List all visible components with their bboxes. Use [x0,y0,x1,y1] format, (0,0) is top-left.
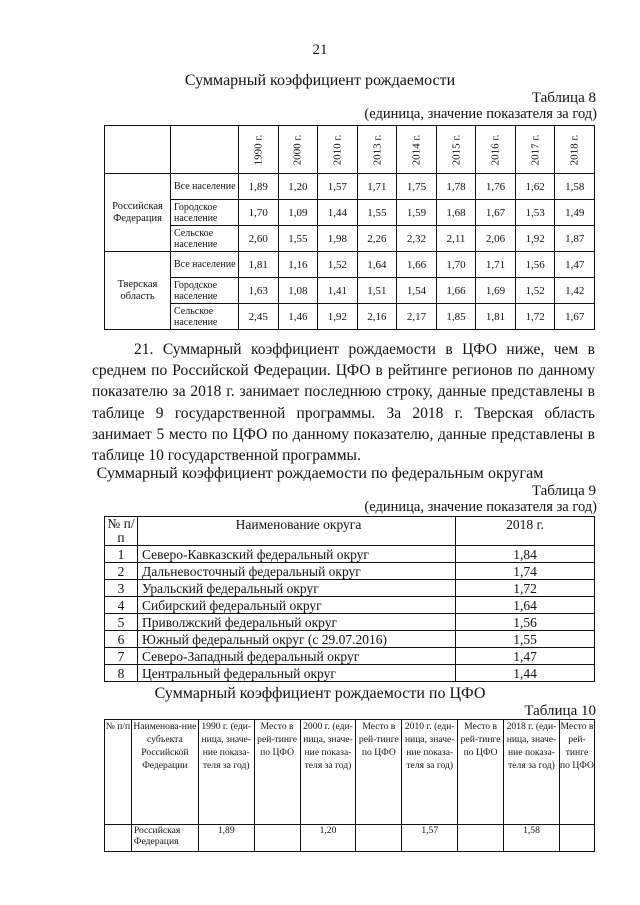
table8-value: 2,16 [357,304,397,330]
table8-value: 1,81 [239,252,279,278]
table8 [104,125,595,330]
table10-header-cell: Место в рей-тинге по ЦФО [356,720,402,825]
table8-value: 1,51 [357,278,397,304]
table8-value: 1,67 [555,304,595,330]
table10-header-cell: 1990 г. (еди-ница, значе-ние показа-теля за год) [198,720,254,825]
table10-cell [559,825,594,852]
table8-value: 1,47 [555,252,595,278]
table10-header-cell: 2010 г. (еди-ница, значе-ние показа-теля за год) [402,720,458,825]
table10-header-cell: Место в рей-тинге по ЦФО [559,720,594,825]
table10-cell [458,825,504,852]
table9-district-name: Центральный федеральный округ [138,665,456,682]
table9-district-name: Сибирский федеральный округ [138,597,456,614]
table8-row [105,278,595,304]
table8-value: 1,63 [239,278,279,304]
table9-header-row [105,517,595,546]
table8-value: 1,66 [397,252,437,278]
table8-value: 1,46 [278,304,318,330]
table8-year-label: 1990 г. [252,134,265,165]
table8-value: 2,26 [357,226,397,252]
table8-year-label: 2015 г. [450,134,462,165]
table9-title: Суммарный коэффициент рождаемости по федеральным округам [96,465,544,482]
table8-value: 1,71 [357,174,397,200]
table8-value: 1,59 [397,200,437,226]
table8-year-label: 2010 г. [331,134,344,165]
table10-cell: 1,20 [300,825,356,852]
table9-units: (единица, значение показателя за год) [364,499,597,515]
table8-value: 2,60 [239,226,279,252]
table8-population-type: Все население [171,174,239,200]
table9-row-num: 4 [105,597,138,614]
table9-value: 1,44 [456,665,595,682]
table9-value: 1,56 [456,614,595,631]
table8-region-name: Тверская область [105,252,171,330]
table8-value: 1,57 [318,174,358,200]
table9-row-num: 8 [105,665,138,682]
table8-value: 1,20 [278,174,318,200]
body-paragraph [92,339,595,466]
table8-title: Суммарный коэффициент рождаемости [184,72,456,89]
table9 [104,516,595,682]
paragraph-text: 21. Суммарный коэффициент рождаемости в ЦФО ниже, чем в среднем по Российской Федерации. ЦФО в рейтинге регионов по данному показателю за 2018 г. занимает последнюю строку, данные представлены в таблице 9 государственной программы. За 2018 г. Тверская область занимает 5 место по ЦФО по данному показателю, данные представлены в таблице 10 государственной программы. [92,341,595,465]
table10 [104,719,595,852]
table10-header-cell: № п/п [105,720,132,825]
table8-population-type: Городское население [171,278,239,304]
table9-value: 1,47 [456,648,595,665]
table8-value: 1,75 [397,174,437,200]
table8-row [105,304,595,330]
table8-value: 1,42 [555,278,595,304]
table9-row [105,546,595,563]
table8-row [105,226,595,252]
table8-value: 2,32 [397,226,437,252]
table8-year-header [318,126,358,174]
table10-cell: 1,57 [402,825,458,852]
table10-cell: Российская Федерация [131,825,198,852]
table8-value: 1,68 [436,200,476,226]
table8-value: 1,70 [436,252,476,278]
table10-header-cell: 2018 г. (еди-ница, значе-ние показа-теля за год) [504,720,560,825]
table8-value: 1,54 [397,278,437,304]
table8-value: 1,56 [515,252,555,278]
table9-row [105,648,595,665]
table8-header-empty [171,126,239,174]
table8-population-type: Городское население [171,200,239,226]
table9-row-num: 7 [105,648,138,665]
table8-value: 1,55 [357,200,397,226]
table8-value: 1,64 [357,252,397,278]
table8-year-header [555,126,595,174]
table10-header-cell: 2000 г. (еди-ница, значе-ние показа-теля за год) [300,720,356,825]
table9-header-year: 2018 г. [456,517,595,546]
table9-value: 1,55 [456,631,595,648]
table8-value: 1,76 [476,174,516,200]
table8-year-label: 2013 г. [370,134,383,165]
table8-value: 2,17 [397,304,437,330]
table10-header-cell: Место в рей-тинге по ЦФО [254,720,300,825]
table10-header-cell: Место в рей-тинге по ЦФО [458,720,504,825]
table8-value: 1,41 [318,278,358,304]
table8-population-type: Все население [171,252,239,278]
table8-year-header [357,126,397,174]
table9-district-name: Дальневосточный федеральный округ [138,563,456,580]
table8-value: 1,44 [318,200,358,226]
table8-value: 1,81 [476,304,516,330]
table8-value: 1,85 [436,304,476,330]
page-number: 21 [312,42,328,58]
table8-value: 1,09 [278,200,318,226]
table8-value: 1,98 [318,226,358,252]
table8-value: 1,72 [515,304,555,330]
table10-cell [254,825,300,852]
table9-row [105,563,595,580]
table8-year-header [515,126,555,174]
table9-row [105,614,595,631]
table10-row [105,825,595,852]
table8-year-header [436,126,476,174]
table9-row [105,580,595,597]
table8-value: 1,67 [476,200,516,226]
table9-row-num: 2 [105,563,138,580]
table8-row [105,200,595,226]
table8-value: 1,69 [476,278,516,304]
table9-district-name: Северо-Западный федеральный округ [138,648,456,665]
table10-cell [356,825,402,852]
table8-year-label: 2014 г. [410,134,423,165]
table9-row [105,597,595,614]
table9-header-name: Наименование округа [138,517,456,546]
table10-title: Суммарный коэффициент рождаемости по ЦФО [154,685,486,702]
table8-value: 1,87 [555,226,595,252]
table8-value: 1,92 [515,226,555,252]
table8-header-row [105,126,595,174]
table8-year-label: 2016 г. [489,134,502,165]
table9-district-name: Южный федеральный округ (с 29.07.2016) [138,631,456,648]
table9-district-name: Северо-Кавказский федеральный округ [138,546,456,563]
table8-value: 1,55 [278,226,318,252]
table9-row-num: 1 [105,546,138,563]
table10-header-cell: Наименова-ние субъекта Российской Федерации [131,720,198,825]
table9-district-name: Уральский федеральный округ [138,580,456,597]
table8-value: 2,11 [436,226,476,252]
table8-value: 1,16 [278,252,318,278]
table10-cell: 1,89 [198,825,254,852]
table8-value: 1,89 [239,174,279,200]
table8-row [105,174,595,200]
table8-region-name: Российская Федерация [105,174,171,252]
table10-header-row [105,720,595,825]
table9-header-num: № п/п [105,517,138,546]
table8-value: 1,52 [515,278,555,304]
table8-value: 1,78 [436,174,476,200]
table8-population-type: Сельское население [171,304,239,330]
table9-row [105,665,595,682]
table8-value: 1,62 [515,174,555,200]
table9-row [105,631,595,648]
table10-label: Таблица 10 [524,703,596,719]
table8-year-label: 2017 г. [529,134,542,165]
table9-label: Таблица 9 [531,483,596,499]
table8-value: 1,92 [318,304,358,330]
table8-value: 1,71 [476,252,516,278]
table8-year-label: 2018 г. [568,134,581,165]
table8-year-label: 2000 г. [291,134,304,165]
table9-row-num: 6 [105,631,138,648]
table8-value: 1,52 [318,252,358,278]
table8-label: Таблица 8 [531,90,596,106]
table9-value: 1,72 [456,580,595,597]
table9-row-num: 3 [105,580,138,597]
table8-value: 1,08 [278,278,318,304]
table8-row [105,252,595,278]
table8-header-empty [105,126,171,174]
table8-value: 2,45 [239,304,279,330]
table10-cell: 1,58 [504,825,560,852]
table9-value: 1,64 [456,597,595,614]
table9-row-num: 5 [105,614,138,631]
table9-value: 1,74 [456,563,595,580]
table9-value: 1,84 [456,546,595,563]
table8-population-type: Сельское население [171,226,239,252]
table8-value: 1,53 [515,200,555,226]
table8-year-header [239,126,279,174]
table9-district-name: Приволжский федеральный округ [138,614,456,631]
table8-value: 1,66 [436,278,476,304]
table8-year-header [476,126,516,174]
table8-year-header [278,126,318,174]
table8-year-header [397,126,437,174]
table8-value: 1,58 [555,174,595,200]
table10-cell [105,825,132,852]
table8-value: 1,49 [555,200,595,226]
table8-value: 2,06 [476,226,516,252]
table8-units: (единица, значение показателя за год) [364,106,597,122]
table8-value: 1,70 [239,200,279,226]
